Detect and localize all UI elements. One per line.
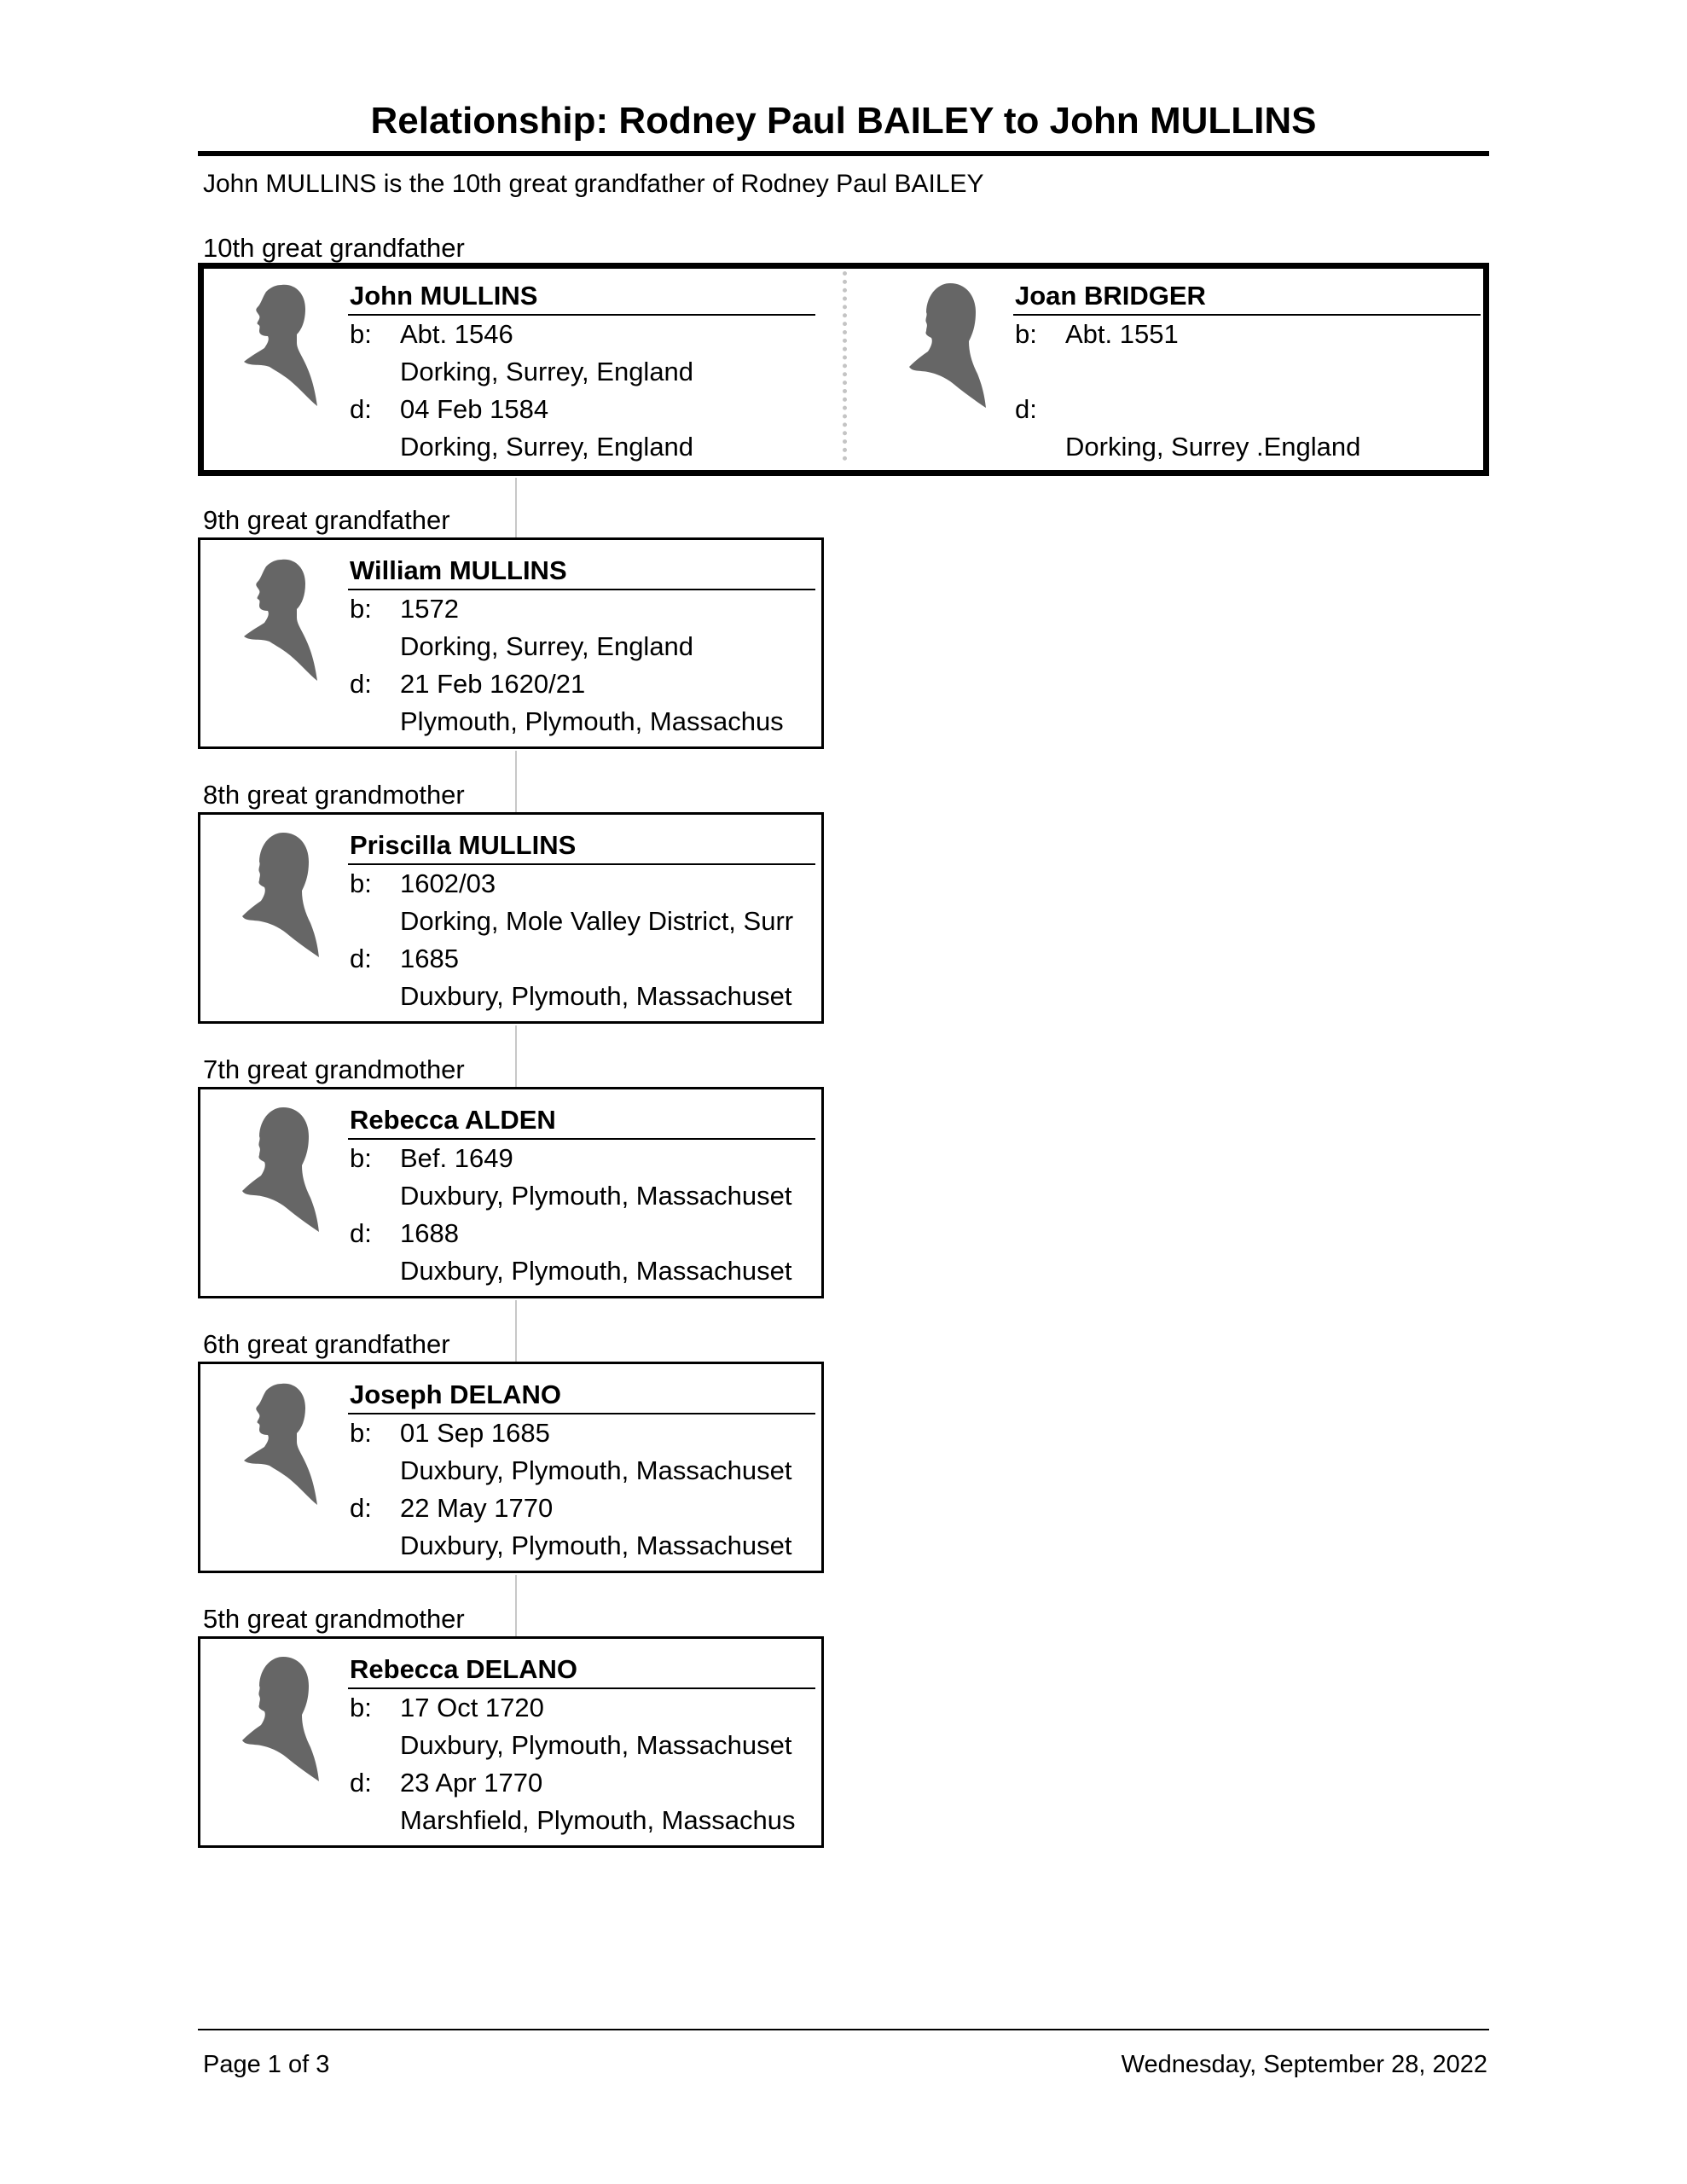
birth-date: Bef. 1649	[400, 1143, 513, 1173]
male-silhouette-icon	[241, 282, 319, 410]
death-date: 1685	[400, 944, 459, 973]
death-label: d:	[350, 394, 372, 424]
birth-label: b:	[350, 319, 372, 349]
lineage-connector	[515, 1575, 517, 1636]
death-place: Marshfield, Plymouth, Massachus	[400, 1805, 796, 1835]
death-label: d:	[350, 1768, 372, 1798]
birth-date: 01 Sep 1685	[400, 1418, 550, 1448]
footer-divider	[198, 2029, 1489, 2030]
death-label: d:	[350, 1218, 372, 1248]
death-place: Plymouth, Plymouth, Massachus	[400, 706, 784, 736]
birth-date: Abt. 1551	[1065, 319, 1179, 349]
lineage-connector	[515, 1300, 517, 1362]
lineage-connector	[515, 1025, 517, 1087]
generation-label: 5th great grandmother	[203, 1604, 465, 1634]
birth-place: Dorking, Mole Valley District, Surr	[400, 906, 794, 936]
generation-label: 6th great grandfather	[203, 1329, 450, 1359]
death-date: 21 Feb 1620/21	[400, 669, 586, 699]
couple-divider	[843, 271, 847, 461]
death-place: Duxbury, Plymouth, Massachuset	[400, 1256, 792, 1286]
birth-label: b:	[350, 868, 372, 898]
title-divider	[198, 151, 1489, 156]
female-silhouette-icon	[241, 831, 319, 959]
relationship-summary: John MULLINS is the 10th great grandfather of Rodney Paul BAILEY	[203, 170, 984, 198]
generation-label: 8th great grandmother	[203, 780, 465, 810]
birth-label: b:	[350, 1693, 372, 1722]
death-place: Dorking, Surrey, England	[400, 432, 694, 462]
birth-place: Duxbury, Plymouth, Massachuset	[400, 1181, 792, 1211]
death-place: Duxbury, Plymouth, Massachuset	[400, 981, 792, 1011]
birth-label: b:	[350, 1418, 372, 1448]
female-silhouette-icon	[907, 282, 986, 410]
male-silhouette-icon	[241, 556, 319, 684]
birth-date: 1572	[400, 594, 459, 624]
print-date: Wednesday, September 28, 2022	[1121, 2051, 1487, 2078]
person-name: Rebecca ALDEN	[350, 1105, 556, 1135]
lineage-connector	[515, 478, 517, 537]
death-place: Dorking, Surrey .England	[1065, 432, 1361, 462]
death-date: 04 Feb 1584	[400, 394, 549, 424]
birth-label: b:	[350, 1143, 372, 1173]
birth-place: Dorking, Surrey, England	[400, 357, 694, 386]
birth-place: Dorking, Surrey, England	[400, 631, 694, 661]
lineage-connector	[515, 751, 517, 812]
death-date: 22 May 1770	[400, 1493, 554, 1523]
birth-label: b:	[1015, 319, 1037, 349]
female-silhouette-icon	[241, 1106, 319, 1234]
birth-place: Duxbury, Plymouth, Massachuset	[400, 1455, 792, 1485]
death-date: 1688	[400, 1218, 459, 1248]
person-name: John MULLINS	[350, 281, 538, 311]
birth-date: 1602/03	[400, 868, 496, 898]
male-silhouette-icon	[241, 1380, 319, 1508]
person-name: Priscilla MULLINS	[350, 830, 577, 860]
generation-label: 7th great grandmother	[203, 1054, 465, 1084]
birth-date: Abt. 1546	[400, 319, 513, 349]
birth-label: b:	[350, 594, 372, 624]
person-name: Rebecca DELANO	[350, 1654, 578, 1684]
person-name: Joseph DELANO	[350, 1380, 562, 1409]
generation-label: 9th great grandfather	[203, 505, 450, 535]
person-name: William MULLINS	[350, 555, 567, 585]
death-label: d:	[350, 669, 372, 699]
death-label: d:	[350, 1493, 372, 1523]
generation-label: 10th great grandfather	[203, 233, 465, 263]
birth-place: Duxbury, Plymouth, Massachuset	[400, 1730, 792, 1760]
death-date: 23 Apr 1770	[400, 1768, 543, 1798]
death-label: d:	[1015, 394, 1037, 424]
death-place: Duxbury, Plymouth, Massachuset	[400, 1531, 792, 1560]
death-label: d:	[350, 944, 372, 973]
page-number: Page 1 of 3	[203, 2051, 330, 2078]
person-name: Joan BRIDGER	[1015, 281, 1206, 311]
page-title: Relationship: Rodney Paul BAILEY to John MULLINS	[370, 100, 1317, 142]
female-silhouette-icon	[241, 1655, 319, 1783]
birth-date: 17 Oct 1720	[400, 1693, 544, 1722]
